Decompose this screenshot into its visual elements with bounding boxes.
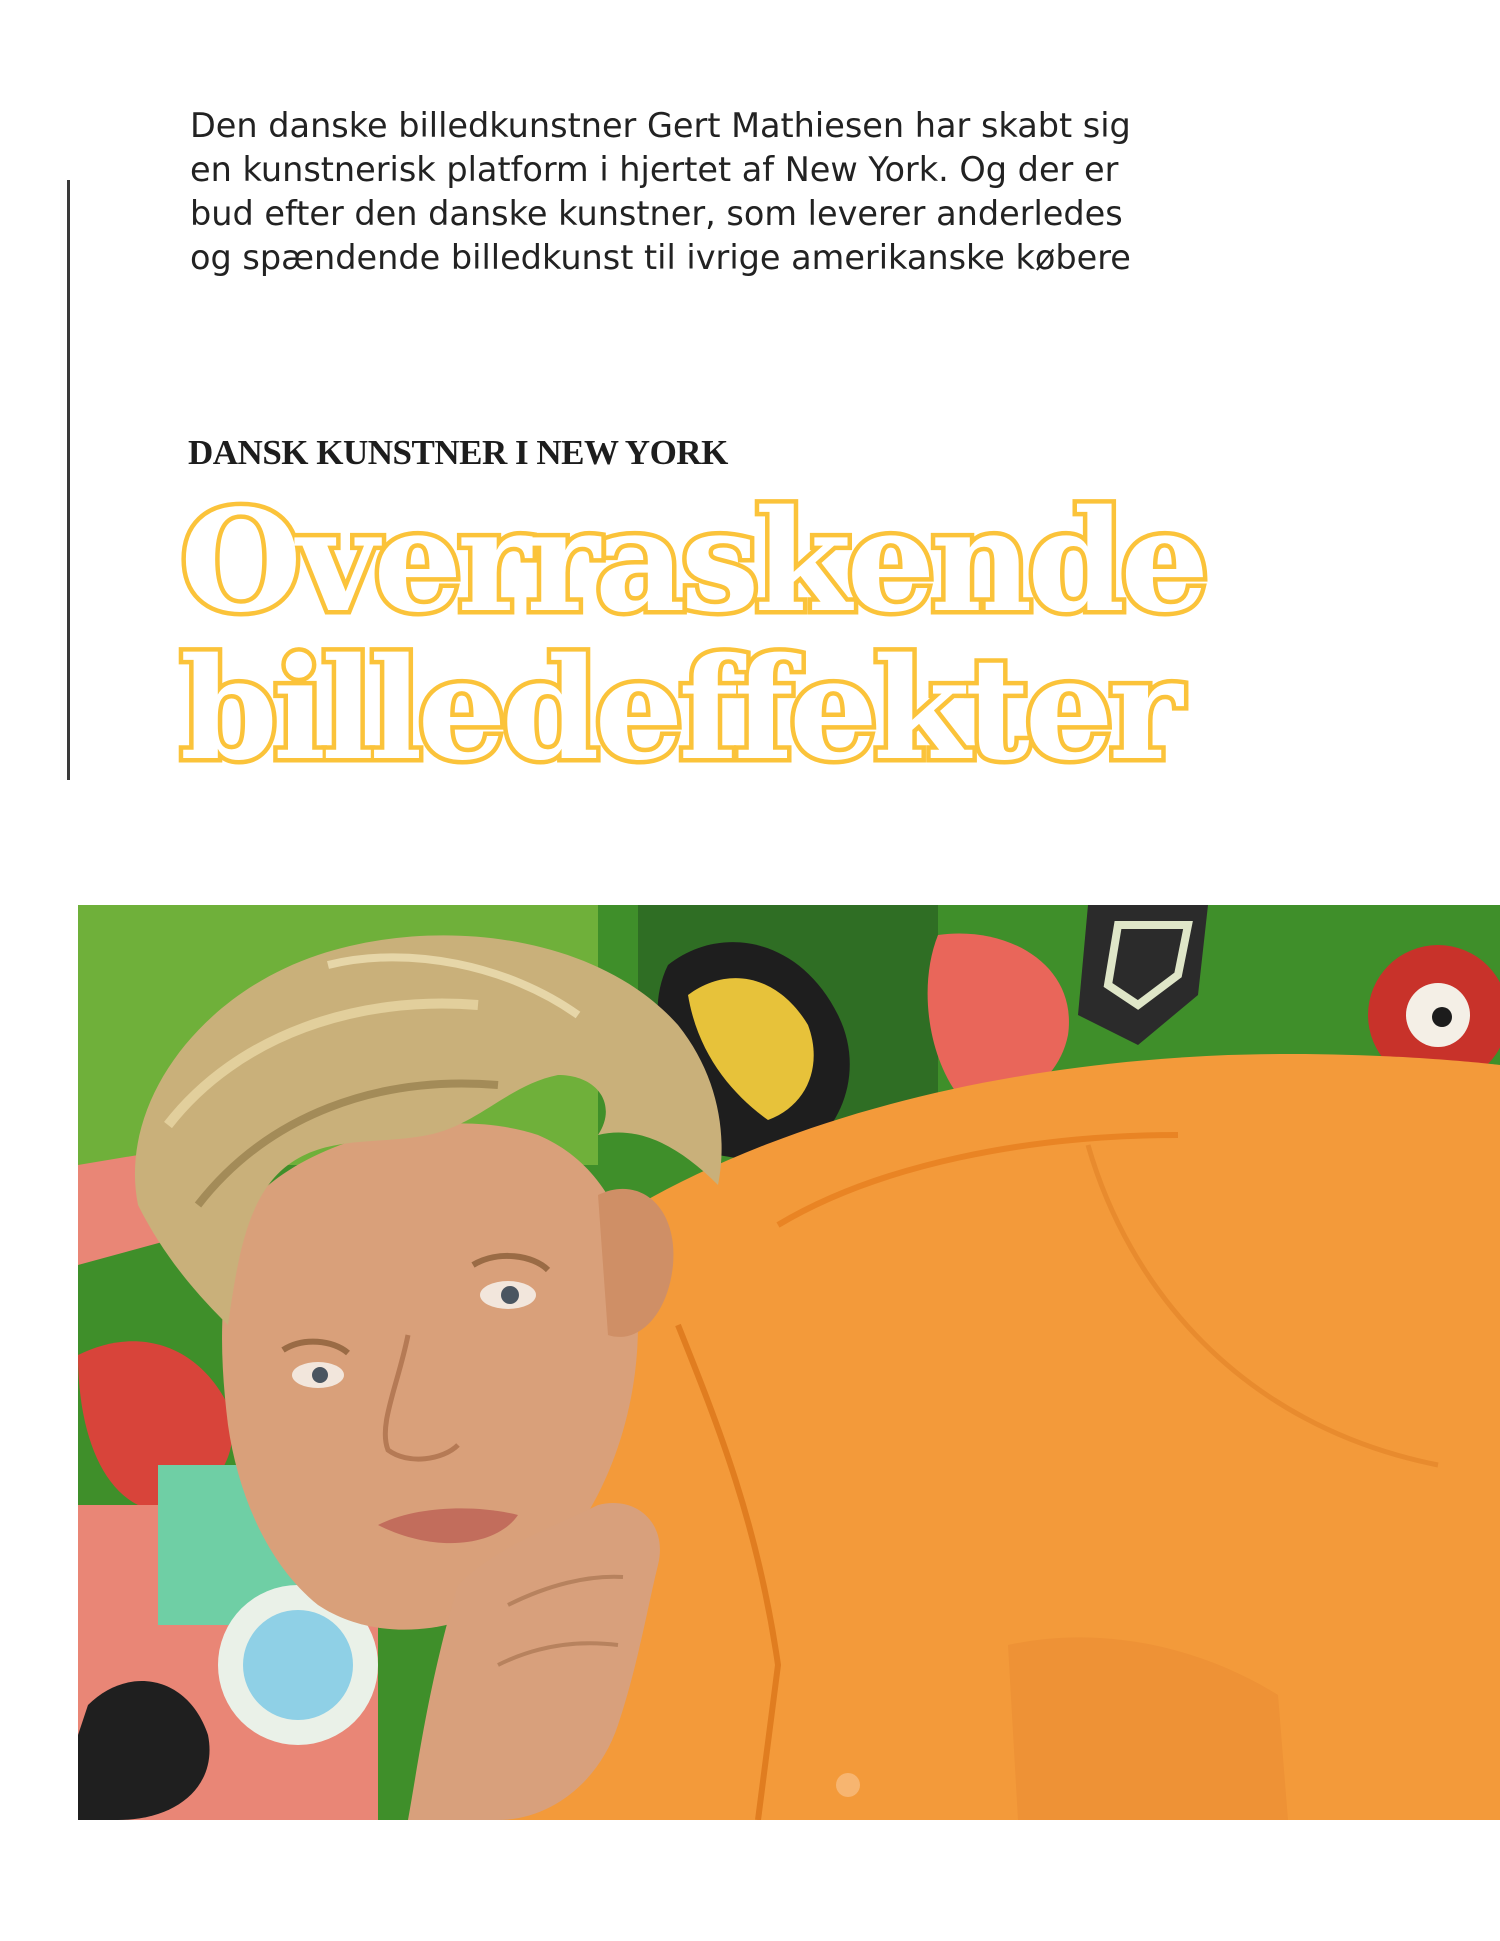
intro-line: bud efter den danske kunstner, som leverer anderledes [190,194,1123,233]
article-kicker: DANSK KUNSTNER I NEW YORK [188,433,728,472]
headline-line: Overraskende [180,480,1205,644]
intro-line: en kunstnerisk platform i hjertet af New York. Og der er [190,150,1119,189]
portrait-photo-icon [78,905,1500,1820]
intro-line: og spændende billedkunst til ivrige amerikanske købere [190,238,1131,277]
page-edge-shadow [67,180,70,780]
article-headline [180,480,1480,792]
headline-line: billedeffekter [180,628,1178,792]
intro-line: Den danske billedkunstner Gert Mathiesen har skabt sig [190,106,1131,145]
intro-paragraph [190,104,1210,280]
